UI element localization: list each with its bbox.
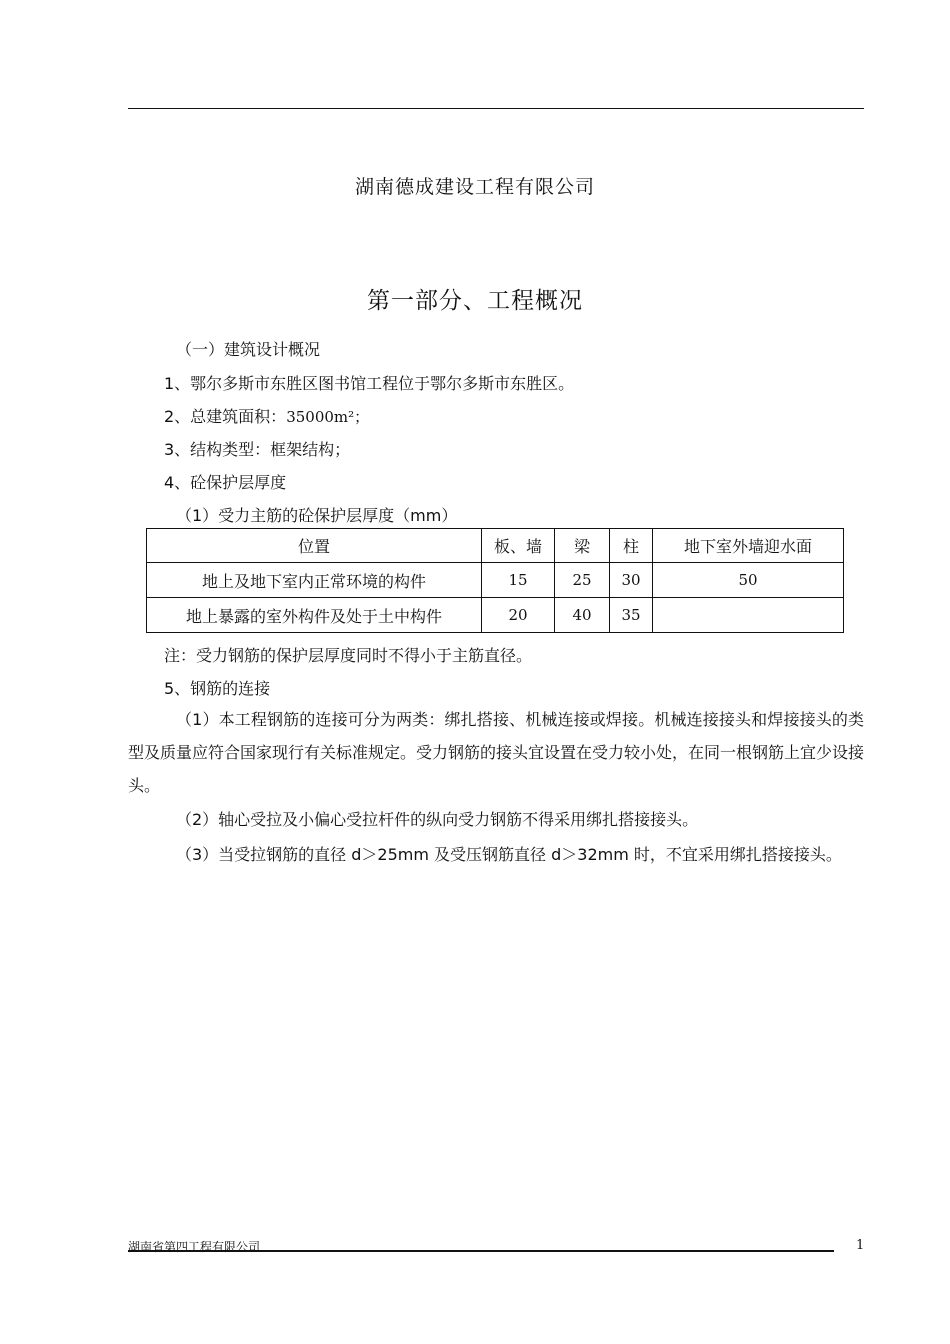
- table-cell: 25: [555, 563, 610, 598]
- item-area-label: 2、总建筑面积：: [164, 407, 287, 426]
- table-header-cell: 柱: [610, 529, 653, 563]
- table-header-cell: 梁: [555, 529, 610, 563]
- cover-thickness-table: [146, 528, 844, 633]
- table-header-row: [147, 529, 844, 563]
- table-note: 注：受力钢筋的保护层厚度同时不得小于主筋直径。: [164, 646, 533, 665]
- table-cell: 30: [610, 563, 653, 598]
- page-number: 1: [856, 1238, 865, 1253]
- section-title: 第一部分、工程概况: [367, 288, 583, 314]
- item-area: [164, 404, 369, 427]
- table-caption: （1）受力主筋的砼保护层厚度（mm）: [176, 506, 458, 525]
- table-cell: 20: [482, 598, 555, 633]
- item-rebar-connection: 5、钢筋的连接: [164, 679, 271, 698]
- header-rule: [128, 108, 864, 109]
- footer-company: 湖南省第四工程有限公司: [128, 1240, 261, 1254]
- paragraph-diameter-limits: （3）当受拉钢筋的直径 d＞25mm 及受压钢筋直径 d＞32mm 时，不宜采用绑扎搭接接头。: [176, 845, 842, 864]
- table-row: [147, 598, 844, 633]
- item-location: 1、鄂尔多斯市东胜区图书馆工程位于鄂尔多斯市东胜区。: [164, 374, 575, 393]
- subheading-architecture: （一）建筑设计概况: [176, 340, 321, 359]
- table-cell: 35: [610, 598, 653, 633]
- table-cell: 地上及地下室内正常环境的构件: [147, 563, 482, 598]
- item-structure: 3、结构类型：框架结构；: [164, 440, 351, 459]
- table-cell: 地上暴露的室外构件及处于土中构件: [147, 598, 482, 633]
- table-cell: 50: [653, 563, 844, 598]
- item-area-value: 35000m²；: [286, 408, 370, 426]
- table-cell: [653, 598, 844, 633]
- table-header-cell: 板、墙: [482, 529, 555, 563]
- paragraph-connection-types: （1）本工程钢筋的连接可分为两类：绑扎搭接、机械连接或焊接。机械连接接头和焊接接头的类型及质量应符合国家现行有关标准规定。受力钢筋的接头宜设置在受力较小处，在同一根钢筋上宜少设接头。: [128, 710, 865, 795]
- table-header-cell: 地下室外墙迎水面: [653, 529, 844, 563]
- footer-rule: [128, 1250, 834, 1252]
- item-cover-thickness: 4、砼保护层厚度: [164, 473, 287, 492]
- table-cell: 15: [482, 563, 555, 598]
- table-row: [147, 563, 844, 598]
- company-name: 湖南德成建设工程有限公司: [354, 176, 595, 198]
- table-cell: 40: [555, 598, 610, 633]
- table-header-cell: 位置: [147, 529, 482, 563]
- paragraph-tension-members: （2）轴心受拉及小偏心受拉杆件的纵向受力钢筋不得采用绑扎搭接接头。: [176, 810, 699, 829]
